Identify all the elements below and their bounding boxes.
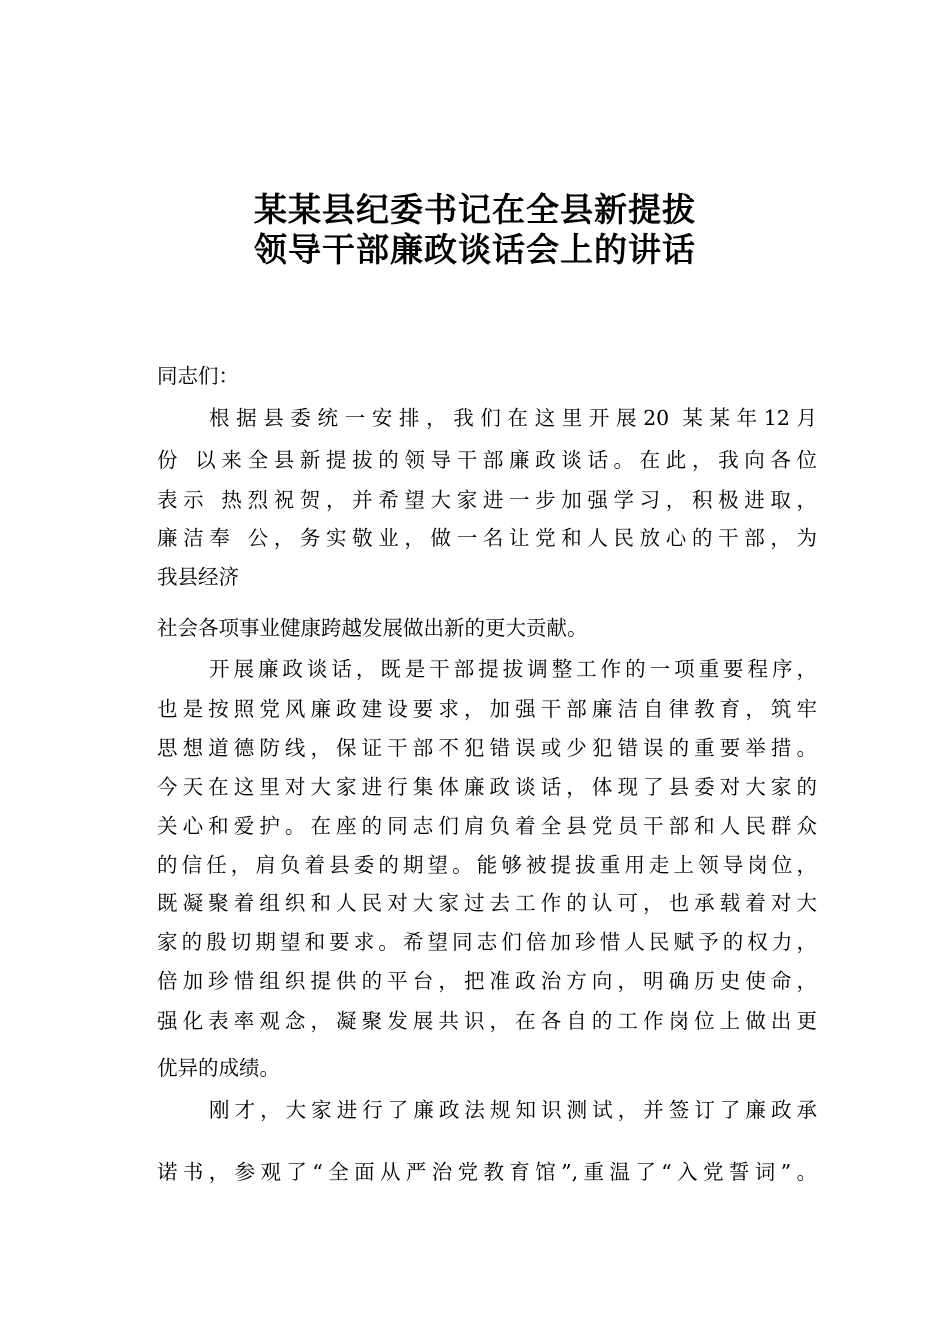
document-title-line-2: 领导干部廉政谈话会上的讲话: [254, 230, 696, 269]
paragraph-line: 诺书，参观了“全面从严治党教育馆”,重温了“入党誓词”。: [157, 1160, 817, 1184]
paragraph-line: 既凝聚着组织和人民对大家过去工作的认可，也承载着对大: [157, 891, 817, 915]
paragraph-line: 份 以来全县新提拔的领导干部廉政谈话。在此，我向各位: [157, 448, 817, 472]
paragraph-line: 我县经济: [157, 565, 239, 589]
paragraph-line: 关心和爱护。在座的同志们肩负着全县党员干部和人民群众: [157, 814, 817, 838]
paragraph-line: 今天在这里对大家进行集体廉政谈话，体现了县委对大家的: [157, 775, 817, 799]
paragraph-line: 优异的成绩。: [157, 1056, 280, 1080]
paragraph-line: 开展廉政谈话，既是干部提拔调整工作的一项重要程序，: [209, 657, 817, 681]
salutation: 同志们：: [157, 364, 239, 388]
paragraph-line: 廉洁奉 公，务实敬业，做一名让党和人民放心的干部，为: [157, 526, 817, 550]
paragraph-line: 刚才，大家进行了廉政法规知识测试，并签订了廉政承: [209, 1098, 817, 1122]
paragraph-line: 根据县委统一安排，我们在这里开展20 某某年12月: [209, 406, 817, 430]
paragraph-line: 社会各项事业健康跨越发展做出新的更大贡献。: [157, 616, 588, 640]
paragraph-line: 的信任，肩负着县委的期望。能够被提拔重用走上领导岗位，: [157, 853, 817, 877]
paragraph-line: 表示 热烈祝贺，并希望大家进一步加强学习，积极进取，: [157, 488, 817, 512]
paragraph-line: 倍加珍惜组织提供的平台，把准政治方向，明确历史使命，: [157, 969, 817, 993]
paragraph-line: 强化表率观念，凝聚发展共识，在各自的工作岗位上做出更: [157, 1009, 817, 1033]
paragraph-line: 思想道德防线，保证干部不犯错误或少犯错误的重要举措。: [157, 736, 817, 760]
paragraph-line: 也是按照党风廉政建设要求，加强干部廉洁自律教育，筑牢: [157, 697, 817, 721]
document-title-line-1: 某某县纪委书记在全县新提拔: [254, 190, 696, 229]
paragraph-line: 家的殷切期望和要求。希望同志们倍加珍惜人民赋予的权力，: [157, 930, 817, 954]
